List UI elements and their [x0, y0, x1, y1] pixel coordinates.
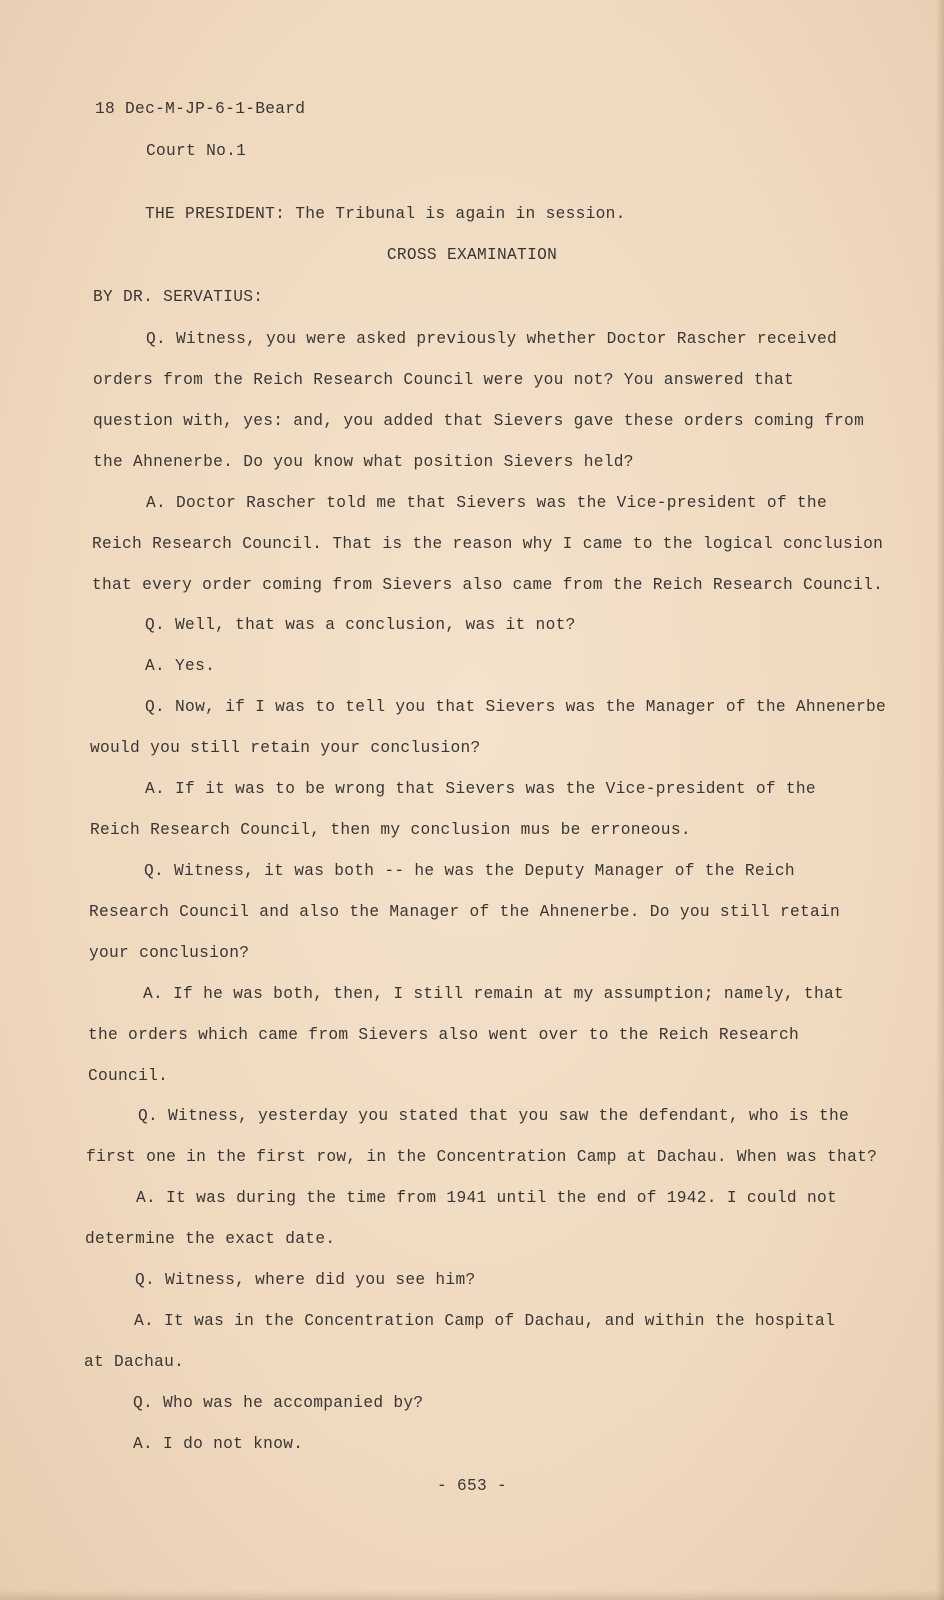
- transcript-line: Reich Research Council, then my conclusion mus be erroneous.: [90, 821, 691, 839]
- transcript-line: the orders which came from Sievers also went over to the Reich Research: [88, 1026, 799, 1044]
- transcript-line: Q. Witness, yesterday you stated that you saw the defendant, who is the: [138, 1107, 849, 1125]
- page-number: - 653 -: [436, 1477, 508, 1495]
- document-reference: 18 Dec-M-JP-6-1-Beard: [95, 100, 306, 118]
- transcript-line: A. If he was both, then, I still remain at my assumption; namely, that: [143, 985, 844, 1003]
- transcript-line: Research Council and also the Manager of the Ahnenerbe. Do you still retain: [89, 903, 841, 921]
- transcript-line: A. I do not know.: [133, 1435, 304, 1453]
- section-heading: CROSS EXAMINATION: [386, 246, 558, 264]
- transcript-line: determine the exact date.: [85, 1230, 336, 1248]
- president-statement: THE PRESIDENT: The Tribunal is again in session.: [145, 205, 626, 223]
- transcript-line: Q. Witness, you were asked previously whether Doctor Rascher received: [146, 330, 837, 348]
- transcript-line: the Ahnenerbe. Do you know what position Sievers held?: [93, 453, 634, 471]
- transcript-line: question with, yes: and, you added that Sievers gave these orders coming from: [93, 412, 865, 430]
- examiner-line: BY DR. SERVATIUS:: [93, 288, 264, 306]
- transcript-line: Reich Research Council. That is the reason why I came to the logical conclusion: [92, 535, 884, 553]
- transcript-line: that every order coming from Sievers also came from the Reich Research Council.: [92, 576, 884, 594]
- transcript-line: A. It was in the Concentration Camp of Dachau, and within the hospital: [134, 1312, 835, 1330]
- transcript-line: Q. Witness, it was both -- he was the Deputy Manager of the Reich: [144, 862, 795, 880]
- transcript-line: orders from the Reich Research Council were you not? You answered that: [93, 371, 794, 389]
- transcript-line: first one in the first row, in the Concentration Camp at Dachau. When was that?: [86, 1148, 878, 1166]
- transcript-line: A. Yes.: [145, 657, 216, 675]
- transcript-line: A. It was during the time from 1941 until the end of 1942. I could not: [136, 1189, 837, 1207]
- paper-edge-shadow: [936, 0, 944, 1600]
- court-number: Court No.1: [146, 142, 247, 160]
- transcript-line: A. Doctor Rascher told me that Sievers was the Vice-president of the: [146, 494, 827, 512]
- paper-bottom-shadow: [0, 1590, 944, 1600]
- transcript-line: Q. Well, that was a conclusion, was it not?: [145, 616, 576, 634]
- transcript-line: at Dachau.: [84, 1353, 185, 1371]
- transcript-line: Council.: [88, 1067, 169, 1085]
- transcript-line: A. If it was to be wrong that Sievers was the Vice-president of the: [145, 780, 816, 798]
- transcript-line: Q. Witness, where did you see him?: [135, 1271, 476, 1289]
- transcript-line: Q. Who was he accompanied by?: [133, 1394, 424, 1412]
- transcript-line: Q. Now, if I was to tell you that Sievers was the Manager of the Ahnenerbe: [145, 698, 887, 716]
- transcript-line: would you still retain your conclusion?: [90, 739, 481, 757]
- transcript-line: your conclusion?: [89, 944, 250, 962]
